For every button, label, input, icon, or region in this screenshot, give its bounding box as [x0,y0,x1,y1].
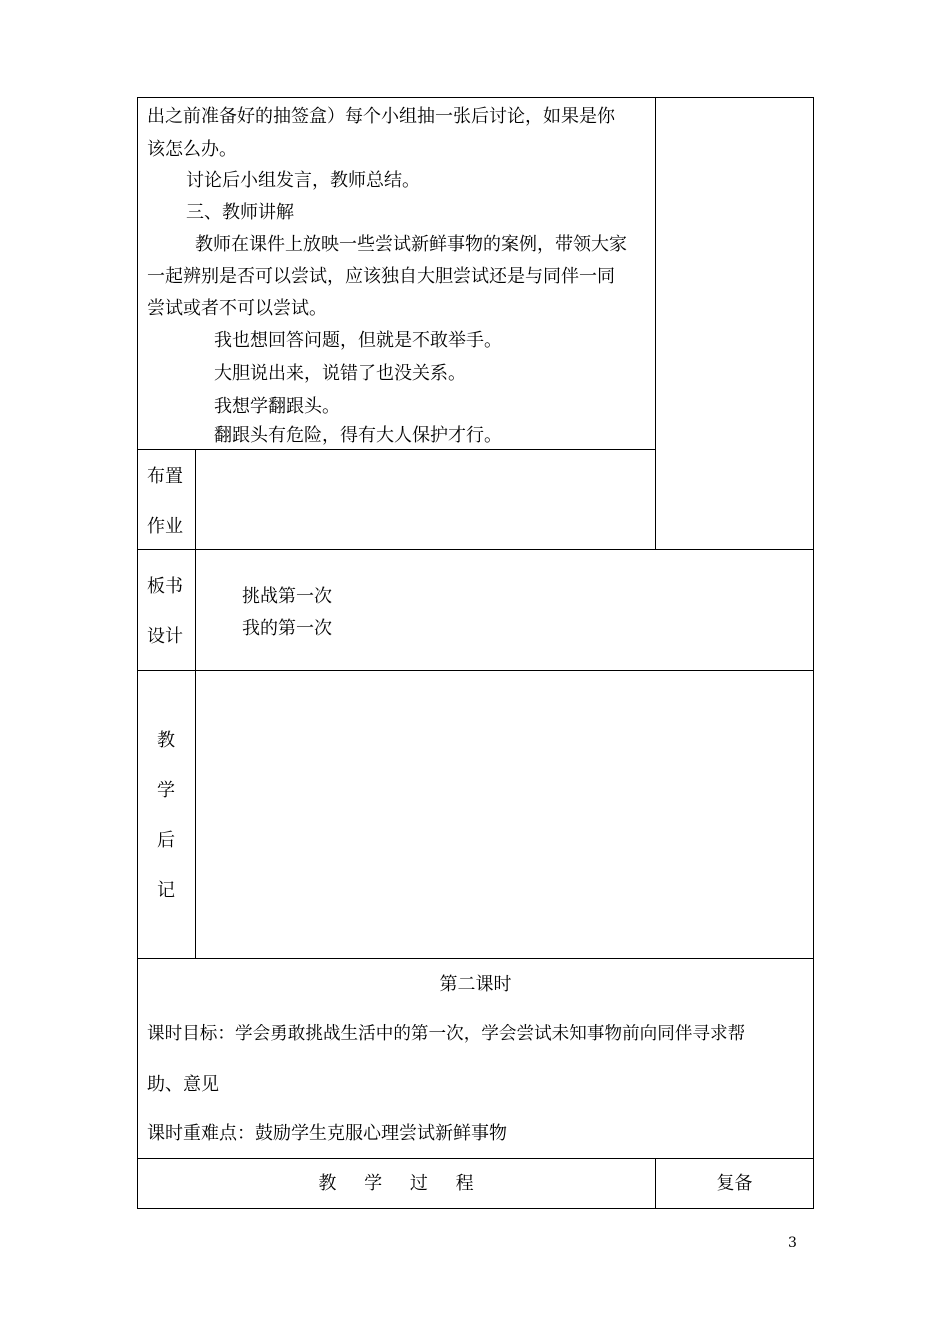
homework-label-line2: 作业 [147,516,183,537]
row-divider-homework-top [137,449,656,450]
table-bottom-border [137,1208,814,1209]
text-line: 出之前准备好的抽签盒）每个小组抽一张后讨论，如果是你 [147,106,615,127]
page-number: 3 [788,1235,797,1251]
board-label-line1: 板书 [147,576,183,597]
text-line: 我也想回答问题，但就是不敢举手。 [214,330,502,351]
afterword-char: 教 [157,730,175,751]
prep-column-divider [655,97,656,550]
row-divider-board-top [137,549,814,550]
board-content-line: 我的第一次 [242,618,332,639]
table-right-border [813,97,814,1209]
text-line: 翻跟头有危险，得有大人保护才行。 [214,425,502,446]
text-line: 一起辨别是否可以尝试，应该独自大胆尝试还是与同伴一同 [147,266,615,287]
text-line: 三、教师讲解 [186,202,294,223]
table-left-border [137,97,138,1209]
row-divider-afterword-top [137,670,814,671]
afterword-char: 后 [157,830,175,851]
text-line: 大胆说出来，说错了也没关系。 [214,363,466,384]
homework-label-line1: 布置 [147,466,183,487]
label-column-divider [195,449,196,958]
lesson-goal-line2: 助、意见 [147,1074,219,1095]
text-line: 尝试或者不可以尝试。 [147,298,327,319]
board-content-line: 挑战第一次 [242,586,332,607]
text-line: 教师在课件上放映一些尝试新鲜事物的案例，带领大家 [195,234,627,255]
row-divider-footer-top [137,1158,814,1159]
row-divider-second-lesson-top [137,958,814,959]
teaching-process-header: 教 学 过 程 [318,1173,474,1194]
text-line: 该怎么办。 [147,139,237,160]
prep-header: 复备 [716,1173,753,1194]
text-line: 我想学翻跟头。 [214,396,340,417]
lesson-key-points: 课时重难点：鼓励学生克服心理尝试新鲜事物 [147,1123,507,1144]
text-line: 讨论后小组发言，教师总结。 [186,170,420,191]
second-lesson-title: 第二课时 [439,974,512,995]
lesson-goal-line1: 课时目标：学会勇敢挑战生活中的第一次，学会尝试未知事物前向同伴寻求帮 [147,1024,746,1044]
board-label-line2: 设计 [147,626,183,647]
afterword-char: 记 [157,880,175,901]
afterword-char: 学 [157,780,175,801]
table-top-border [137,97,814,98]
